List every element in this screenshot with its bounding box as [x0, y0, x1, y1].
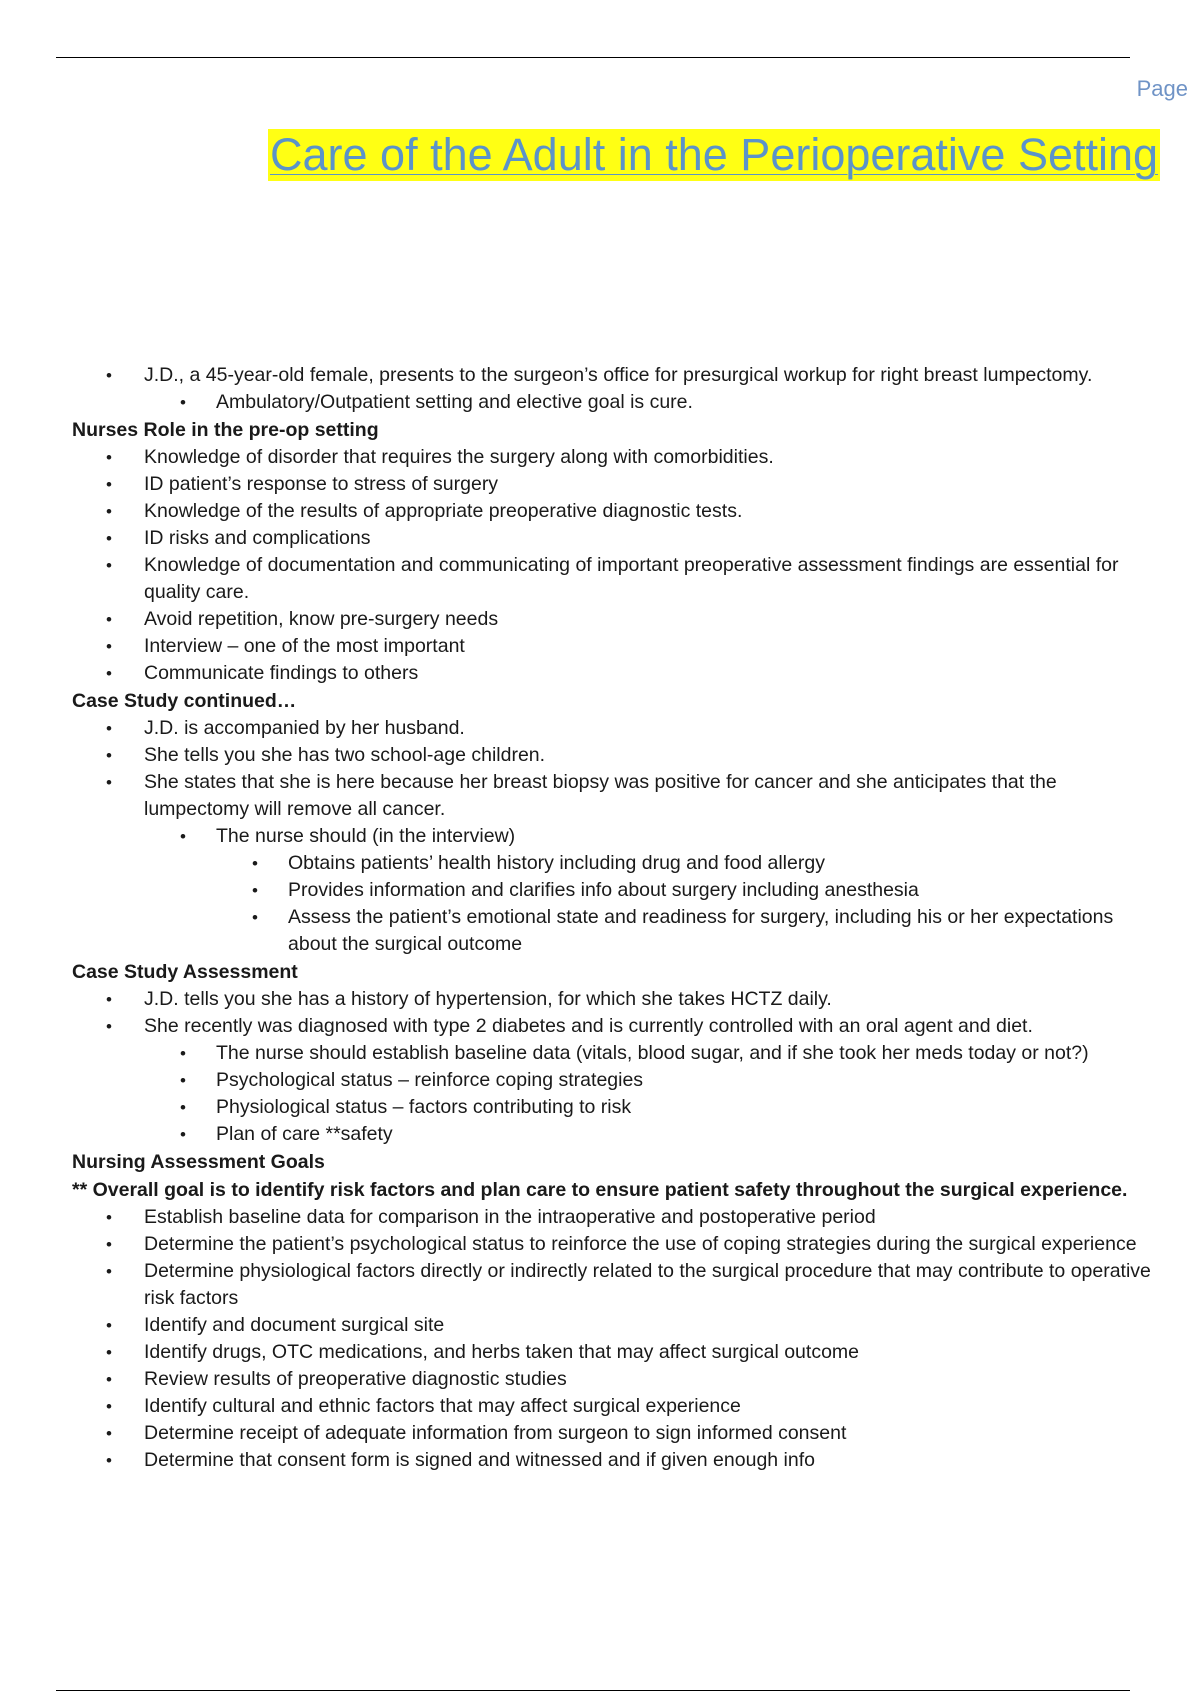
list-item: • Determine physiological factors directly or indirectly related to the surgical procedure that may contribute to operative risk factors: [72, 1258, 1152, 1312]
title-block: [268, 129, 1160, 181]
list-item: • Determine that consent form is signed and witnessed and if given enough info: [72, 1447, 1152, 1474]
section-heading-nurses-role: Nurses Role in the pre-op setting: [72, 419, 379, 441]
case-study-continued-list: [72, 715, 1152, 958]
list-item: • Physiological status – factors contributing to risk: [72, 1094, 1152, 1121]
list-item: • The nurse should (in the interview): [72, 823, 1152, 850]
list-item: • Interview – one of the most important: [72, 633, 1152, 660]
list-item: • She states that she is here because her breast biopsy was positive for cancer and she anticipates that the lumpectomy will remove all cancer.: [72, 769, 1152, 823]
list-item: • Identify and document surgical site: [72, 1312, 1152, 1339]
list-item: • Review results of preoperative diagnostic studies: [72, 1366, 1152, 1393]
page-title: Care of the Adult in the Perioperative Setting: [270, 129, 1159, 180]
list-item: • Ambulatory/Outpatient setting and elective goal is cure.: [72, 389, 1152, 416]
list-item: • J.D. tells you she has a history of hypertension, for which she takes HCTZ daily.: [72, 986, 1152, 1013]
list-item: • Identify drugs, OTC medications, and herbs taken that may affect surgical outcome: [72, 1339, 1152, 1366]
list-item: • J.D. is accompanied by her husband.: [72, 715, 1152, 742]
footer-rule: [56, 1690, 1130, 1691]
list-item: • Obtains patients’ health history including drug and food allergy: [72, 850, 1152, 877]
list-item: • The nurse should establish baseline data (vitals, blood sugar, and if she took her meds today or not?): [72, 1040, 1152, 1067]
list-item: • Identify cultural and ethnic factors that may affect surgical experience: [72, 1393, 1152, 1420]
section-heading-case-study-continued: Case Study continued…: [72, 690, 297, 712]
list-item: • She tells you she has two school-age children.: [72, 742, 1152, 769]
list-item: • Knowledge of disorder that requires the surgery along with comorbidities.: [72, 444, 1152, 471]
section-heading-case-study-assessment: Case Study Assessment: [72, 961, 298, 983]
list-item: • J.D., a 45-year-old female, presents to the surgeon’s office for presurgical workup for right breast lumpectomy.: [72, 362, 1152, 389]
list-item: • Determine the patient’s psychological status to reinforce the use of coping strategies during the surgical experience: [72, 1231, 1152, 1258]
list-item: • Knowledge of the results of appropriate preoperative diagnostic tests.: [72, 498, 1152, 525]
intro-list: [72, 362, 1152, 416]
list-item: • Provides information and clarifies info about surgery including anesthesia: [72, 877, 1152, 904]
section-heading-assessment-goals: Nursing Assessment Goals: [72, 1151, 325, 1173]
list-item: • Communicate findings to others: [72, 660, 1152, 687]
nurses-role-list: [72, 444, 1152, 687]
list-item: • Plan of care **safety: [72, 1121, 1152, 1148]
list-item: • Psychological status – reinforce coping strategies: [72, 1067, 1152, 1094]
list-item: • Avoid repetition, know pre-surgery needs: [72, 606, 1152, 633]
list-item: • Establish baseline data for comparison in the intraoperative and postoperative period: [72, 1204, 1152, 1231]
list-item: • ID patient’s response to stress of surgery: [72, 471, 1152, 498]
list-item: • ID risks and complications: [72, 525, 1152, 552]
list-item: • Knowledge of documentation and communicating of important preoperative assessment findings are essential for quality care.: [72, 552, 1152, 606]
list-item: • She recently was diagnosed with type 2 diabetes and is currently controlled with an oral agent and diet.: [72, 1013, 1152, 1040]
assessment-goals-list: [72, 1204, 1152, 1474]
document-body: [72, 362, 1152, 1474]
list-item: • Assess the patient’s emotional state and readiness for surgery, including his or her expectations about the surgical outcome: [72, 904, 1152, 958]
case-study-assessment-list: [72, 986, 1152, 1148]
overall-goal-statement: ** Overall goal is to identify risk factors and plan care to ensure patient safety throughout the surgical experience.: [72, 1179, 1128, 1201]
list-item: • Determine receipt of adequate information from surgeon to sign informed consent: [72, 1420, 1152, 1447]
header-rule: [56, 57, 1130, 58]
page-label: Page: [1136, 76, 1188, 101]
